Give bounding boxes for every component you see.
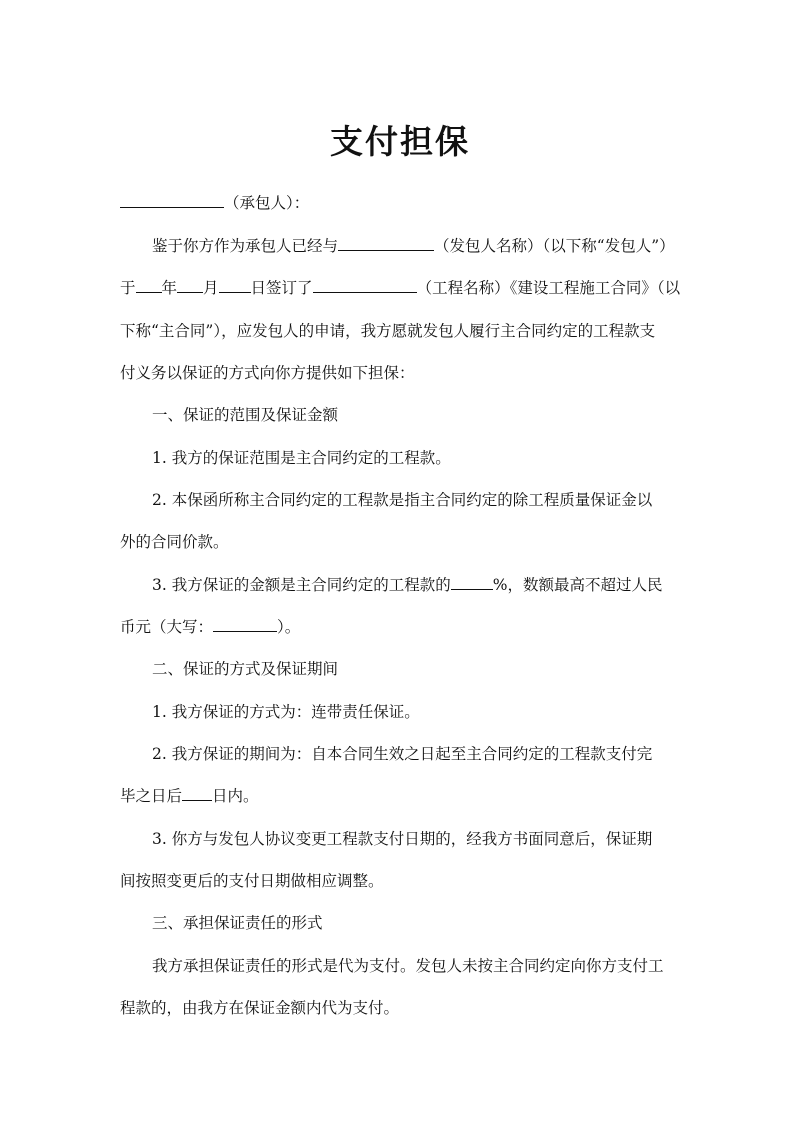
section-1-item-1: 1. 我方的保证范围是主合同约定的工程款。 xyxy=(152,449,451,467)
intro-text: （工程名称）《建设工程施工合同》（以 xyxy=(416,279,681,297)
percentage-blank xyxy=(451,575,493,590)
section-2-item-2: 2. 我方保证的期间为：自本合同生效之日起至主合同约定的工程款支付完 xyxy=(152,745,653,763)
item-text: %，数额最高不超过人民 xyxy=(492,576,663,594)
intro-text: 日签订了 xyxy=(250,279,313,297)
intro-text: 鉴于你方作为承包人已经与 xyxy=(152,237,339,255)
intro-text: 年 xyxy=(161,279,178,297)
addressee-suffix: （承包人）： xyxy=(224,194,310,212)
section-3-paragraph-cont: 程款的，由我方在保证金额内代为支付。 xyxy=(120,999,400,1017)
addressee-line xyxy=(120,192,690,214)
section-1-item-2: 2. 本保函所称主合同约定的工程款是指主合同约定的除工程质量保证金以 xyxy=(152,491,653,509)
item-text: 毕之日后 xyxy=(120,787,183,805)
year-blank xyxy=(136,278,162,293)
section-2-item-1: 1. 我方保证的方式为：连带责任保证。 xyxy=(152,703,420,721)
section-1-heading: 一、保证的范围及保证金额 xyxy=(152,406,339,424)
item-text: ）。 xyxy=(277,618,301,636)
section-2-item-3: 3. 你方与发包人协议变更工程款支付日期的，经我方书面同意后，保证期 xyxy=(152,830,653,848)
intro-line-2 xyxy=(120,277,690,299)
section-2-item-2-cont xyxy=(120,785,690,807)
section-1-item-2-cont: 外的合同价款。 xyxy=(120,533,229,551)
contractor-name-blank xyxy=(120,193,224,208)
days-blank xyxy=(182,786,212,801)
section-1-item-3-cont xyxy=(120,616,690,638)
intro-text: 于 xyxy=(120,279,136,297)
intro-line-1 xyxy=(120,235,722,257)
section-3-paragraph: 我方承担保证责任的形式是代为支付。发包人未按主合同约定向你方支付工 xyxy=(152,957,664,975)
item-text: 日内。 xyxy=(212,787,259,805)
intro-line-4: 付义务以保证的方式向你方提供如下担保： xyxy=(120,364,415,382)
intro-text: 月 xyxy=(203,279,219,297)
day-blank xyxy=(219,278,251,293)
section-2-heading: 二、保证的方式及保证期间 xyxy=(152,660,339,678)
intro-text: （发包人名称）（以下称“发包人”） xyxy=(434,237,675,255)
project-name-blank xyxy=(313,278,417,293)
item-text: 3. 我方保证的金额是主合同约定的工程款的 xyxy=(152,576,451,594)
employer-name-blank xyxy=(338,236,434,251)
item-text: 币元（大写： xyxy=(120,618,214,636)
section-3-heading: 三、承担保证责任的形式 xyxy=(152,914,323,932)
intro-line-3: 下称“主合同”），应发包人的申请，我方愿就发包人履行主合同约定的工程款支 xyxy=(120,322,656,340)
month-blank xyxy=(177,278,203,293)
section-2-item-3-cont: 间按照变更后的支付日期做相应调整。 xyxy=(120,872,384,890)
section-1-item-3 xyxy=(120,574,722,596)
document-title: 支付担保 xyxy=(330,122,470,161)
amount-in-words-blank xyxy=(213,617,277,632)
